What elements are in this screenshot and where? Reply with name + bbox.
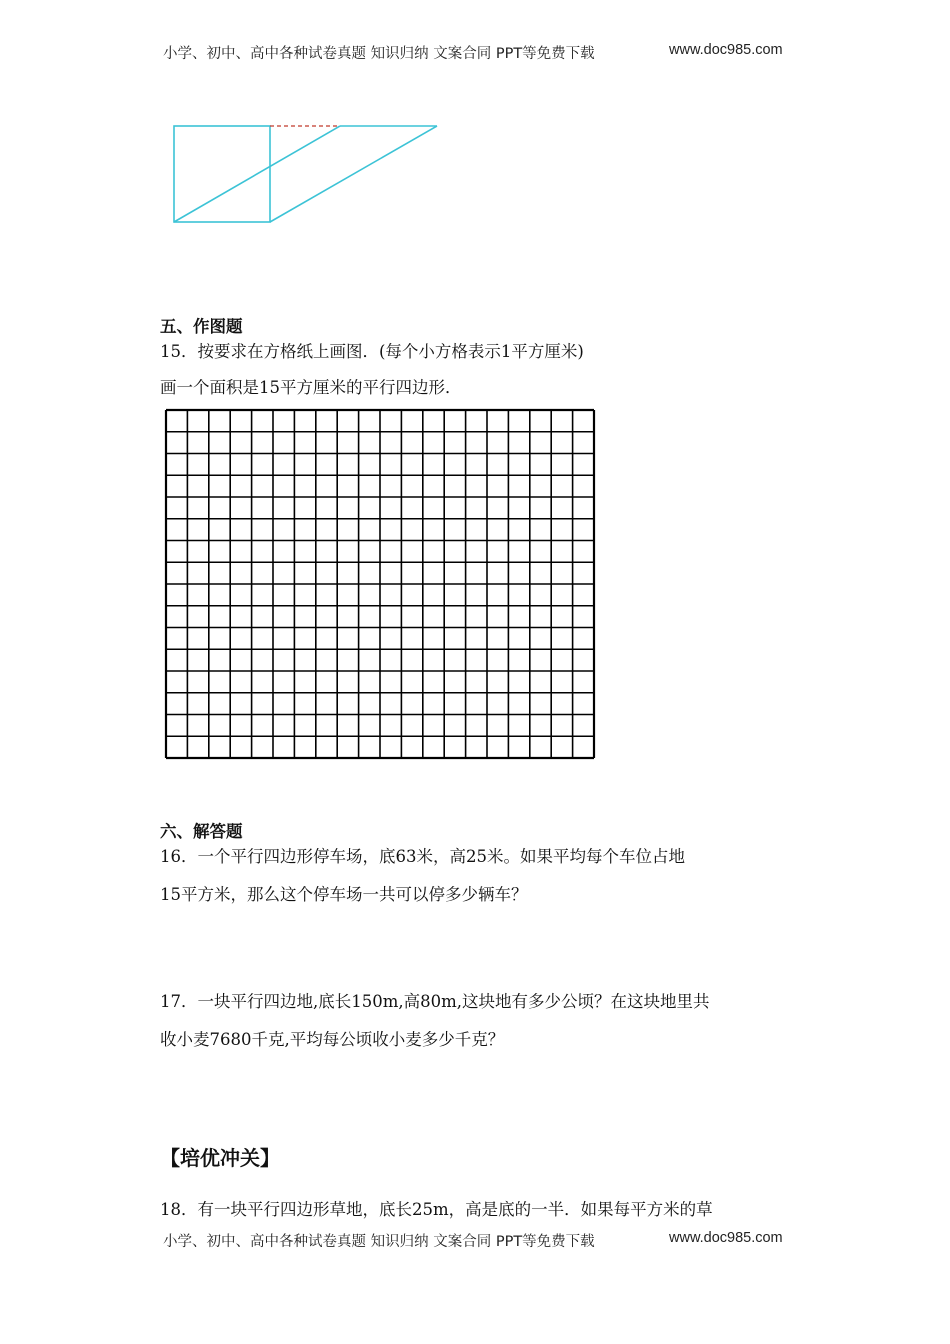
question-17-line1: 17．一块平行四边地,底长150m,高80m,这块地有多少公顷？在这块地里共: [160, 992, 710, 1011]
header-text: 小学、初中、高中各种试卷真题 知识归纳 文案合同 PPT等免费下载: [163, 46, 595, 62]
footer-url: www.doc985.com: [669, 1230, 783, 1246]
header-url: www.doc985.com: [669, 42, 783, 58]
section-6-title: 六、解答题: [160, 822, 243, 841]
question-15-instruction: 画一个面积是15平方厘米的平行四边形．: [160, 378, 462, 397]
question-16-line2: 15平方米，那么这个停车场一共可以停多少辆车？: [160, 885, 528, 904]
page-header: [163, 42, 783, 63]
section-5-title: 五、作图题: [160, 317, 243, 336]
footer-text: 小学、初中、高中各种试卷真题 知识归纳 文案合同 PPT等免费下载: [163, 1234, 595, 1250]
peiyou-title: 【培优冲关】: [160, 1146, 280, 1170]
page-footer: [163, 1230, 783, 1251]
question-18-line1: 18．有一块平行四边形草地，底长25m，高是底的一半．如果每平方米的草: [160, 1200, 713, 1219]
figure-left-slant: [174, 126, 340, 222]
square-parallelogram-figure: [160, 115, 450, 230]
figure-right-slant: [270, 126, 437, 222]
question-15-text: 15．按要求在方格纸上画图．(每个小方格表示1平方厘米): [160, 342, 584, 361]
question-16-line1: 16．一个平行四边形停车场，底63米，高25米。如果平均每个车位占地: [160, 847, 685, 866]
question-17-line2: 收小麦7680千克,平均每公顷收小麦多少千克？: [160, 1030, 505, 1049]
square-grid-paper[interactable]: [164, 408, 596, 760]
